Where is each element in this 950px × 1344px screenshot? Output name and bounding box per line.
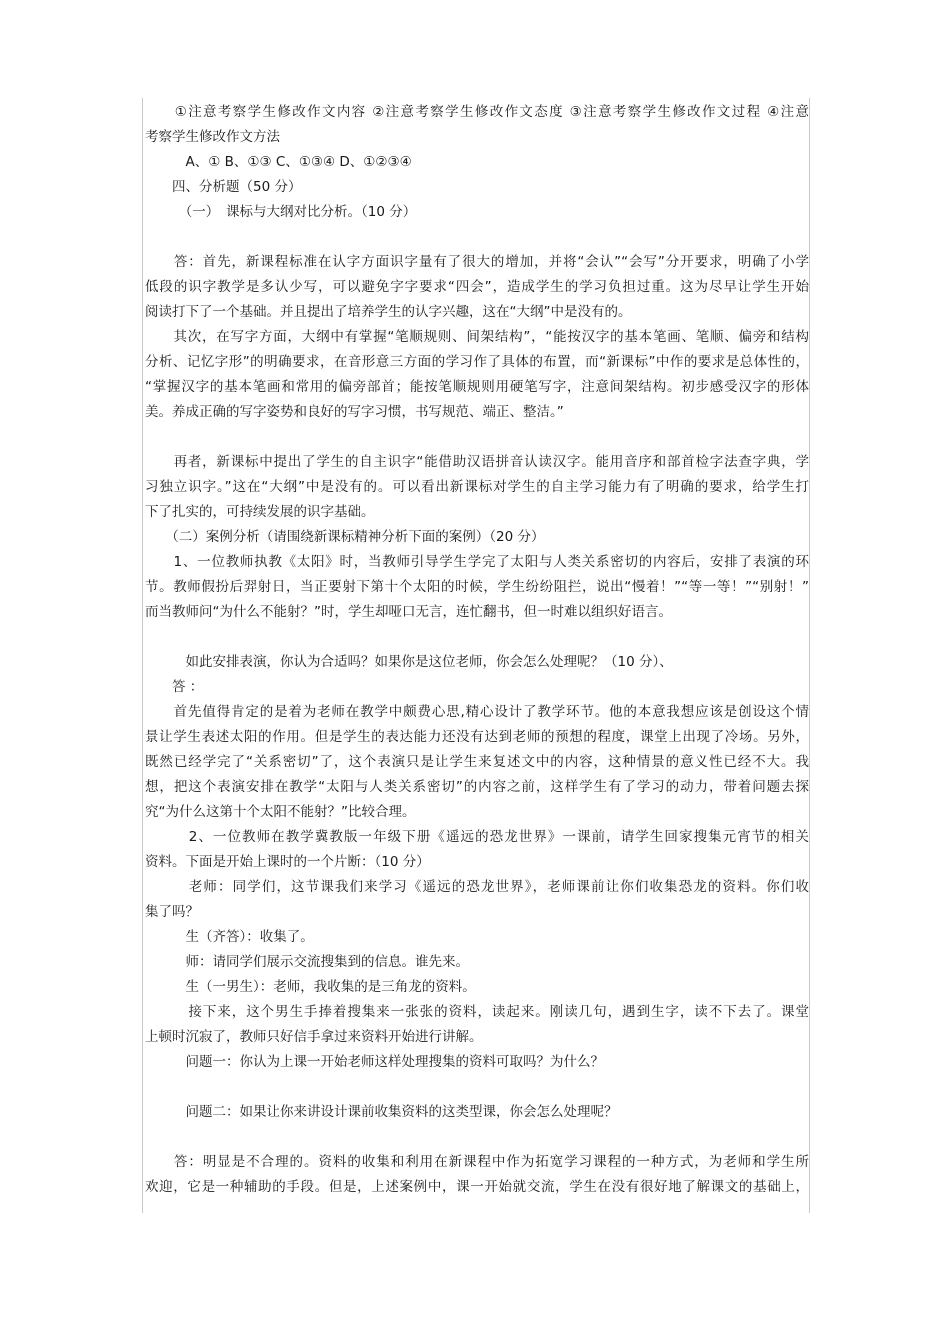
text-line: 生（一男生）：老师，我收集的是三角龙的资料。	[145, 979, 476, 995]
text-line: 欢迎，它是一种辅助的手段。但是，上述案例中，课一开始就交流，学生在没有很好地了解课文的基础上，	[145, 1179, 809, 1195]
text-line: 资料。下面是开始上课时的一个片断：（10 分）	[145, 854, 430, 870]
text-line: 分析、记忆字形”的明确要求，在音形意三方面的学习作了具体的布置，而“新课标”中作的要求是总体性的，	[145, 354, 809, 370]
text-line: 考察学生修改作文方法	[145, 129, 280, 145]
text-line: 阅读打下了一个基础。并且提出了培养学生的认字兴趣，这在“大纲”中是没有的。	[145, 304, 632, 320]
text-line: 而当教师问“为什么不能射？”时，学生却哑口无言，连忙翻书，但一时难以组织好语言。	[145, 604, 672, 620]
text-line: 生（齐答）：收集了。	[145, 929, 314, 945]
text-line: 1、一位教师执教《太阳》时，当教师引导学生学完了太阳与人类关系密切的内容后，安排了表演的环	[145, 554, 809, 570]
text-line: “掌握汉字的基本笔画和常用的偏旁部首；能按笔顺规则用硬笔写字，注意间架结构。初步感受汉字的形体	[145, 379, 809, 395]
text-line: 答：明显是不合理的。资料的收集和利用在新课程中作为拓宽学习课程的一种方式，为老师和学生所	[145, 1154, 809, 1170]
text-line: 再者，新课标中提出了学生的自主识字“能借助汉语拼音认读汉字。能用音序和部首检字法查字典，学	[145, 454, 809, 470]
text-line: 答：首先，新课程标准在认字方面识字量有了很大的增加，并将“会认”“会写”分开要求，明确了小学	[145, 254, 809, 270]
text-line: （二）案例分析（请围绕新课标精神分析下面的案例）（20 分）	[145, 529, 545, 545]
text-line: 问题一：你认为上课一开始老师这样处理搜集的资料可取吗？为什么？	[145, 1054, 604, 1070]
text-line: 景让学生表述太阳的作用。但是学生的表达能力还没有达到老师的预想的程度，课堂上出现了冷场。另外，	[145, 729, 809, 745]
text-line: 其次，在写字方面，大纲中有掌握“笔顺规则、间架结构”，“能按汉字的基本笔画、笔顺、偏旁和结构	[145, 329, 809, 345]
text-line: A、① B、①③ C、①③④ D、①②③④	[145, 154, 412, 170]
text-line: 老师：同学们，这节课我们来学习《遥远的恐龙世界》，老师课前让你们收集恐龙的资料。你们收	[145, 879, 809, 895]
text-line: 四、分析题（50 分）	[145, 179, 302, 195]
text-line: 上顿时沉寂了，教师只好信手拿过来资料开始进行讲解。	[145, 1029, 483, 1045]
text-line: 首先值得肯定的是着为老师在教学中颇费心思,精心设计了教学环节。他的本意我想应该是创设这个情	[145, 704, 809, 720]
text-line: 美。养成正确的写字姿势和良好的写字习惯，书写规范、端正、整洁。”	[145, 404, 564, 420]
text-line: 师：请同学们展示交流搜集到的信息。谁先来。	[145, 954, 469, 970]
text-line: ①注意考察学生修改作文内容 ②注意考察学生修改作文态度 ③注意考察学生修改作文过程 ④注意	[145, 104, 809, 120]
text-line: 2、一位教师在教学冀教版一年级下册《遥远的恐龙世界》一课前，请学生回家搜集元宵节的相关	[145, 829, 809, 845]
text-line: 接下来，这个男生手捧着搜集来一张张的资料，读起来。刚读几句，遇到生字，读不下去了。课堂	[145, 1004, 809, 1020]
text-line: 如此安排表演，你认为合适吗？如果你是这位老师，你会怎么处理呢？（10 分）、	[145, 654, 673, 670]
text-line: 问题二：如果让你来讲设计课前收集资料的这类型课，你会怎么处理呢？	[145, 1104, 618, 1120]
text-line: 集了吗？	[145, 904, 199, 920]
text-line: 既然已经学完了“关系密切”了，这个表演只是让学生来复述文中的内容，这种情景的意义性已经不大。我	[145, 754, 809, 770]
text-line: （一） 课标与大纲对比分析。（10 分）	[145, 204, 417, 220]
text-line: 低段的识字教学是多认少写，可以避免字字要求“四会”，造成学生的学习负担过重。这为尽早让学生开始	[145, 279, 809, 295]
text-line: 下了扎实的，可持续发展的识字基础。	[145, 504, 375, 520]
text-line: 习独立识字。”这在“大纲”中是没有的。可以看出新课标对学生的自主学习能力有了明确的要求，给学生打	[145, 479, 809, 495]
text-line: 究“为什么这第十个太阳不能射？”比较合理。	[145, 804, 416, 820]
text-line: 答 ：	[145, 679, 204, 695]
text-line: 节。教师假扮后羿射日，当正要射下第十个太阳的时候，学生纷纷阻拦，说出“慢着！”“等一等！”“别射！”	[145, 579, 809, 595]
text-line: 想，把这个表演安排在教学“太阳与人类关系密切”的内容之前，这样学生有了学习的动力，带着问题去探	[145, 779, 809, 795]
